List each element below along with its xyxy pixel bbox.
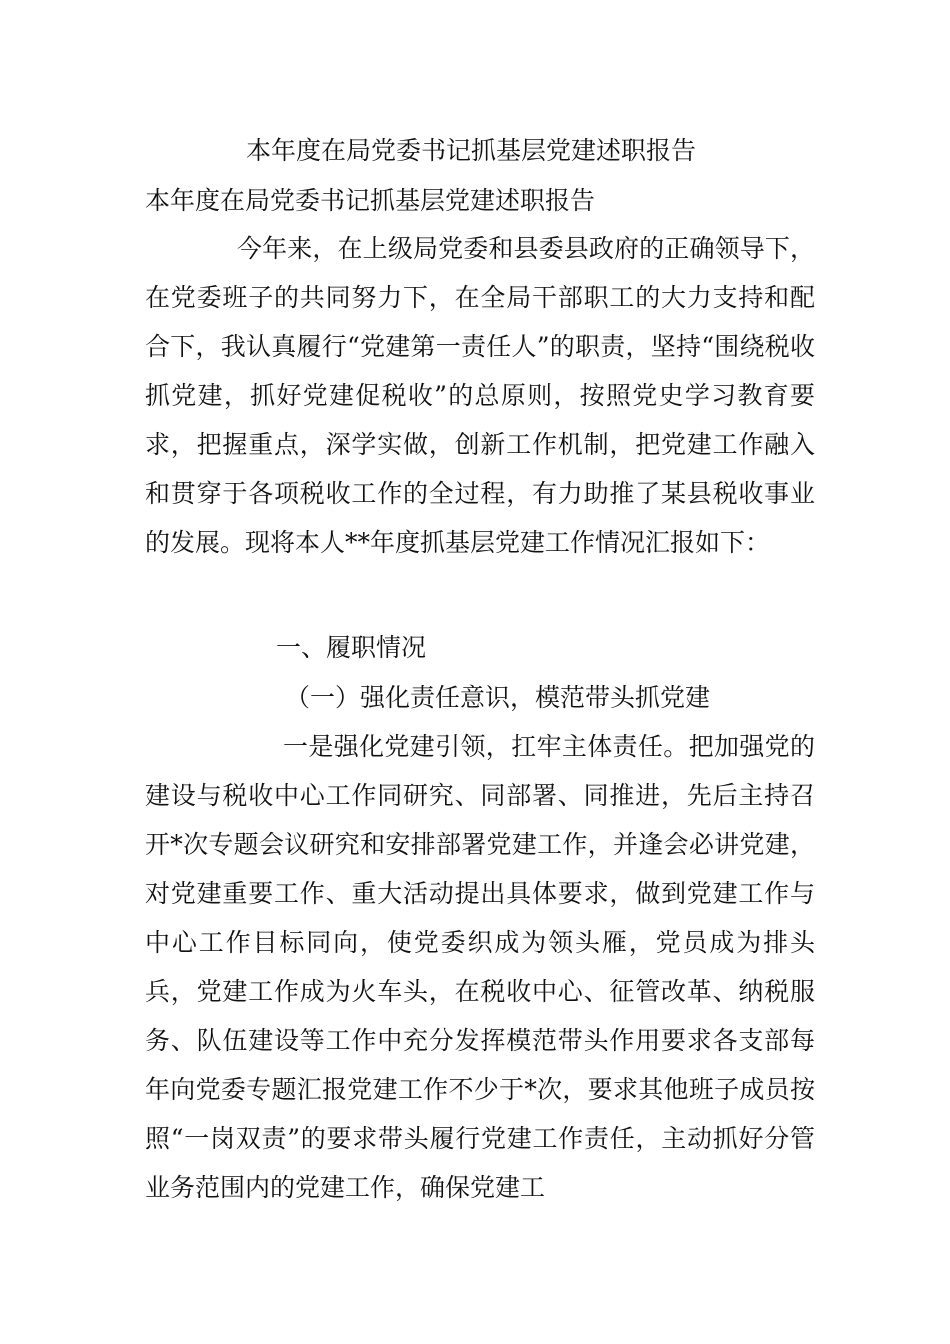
document-title: 本年度在局党委书记抓基层党建述职报告 — [246, 136, 697, 165]
subsection-heading: （一）强化责任意识，模范带头抓党建 — [285, 683, 711, 712]
document-subtitle: 本年度在局党委书记抓基层党建述职报告 — [145, 186, 596, 215]
intro-paragraph: 今年来，在上级局党委和县委县政府的正确领导下，在党委班子的共同努力下，在全局干部职工的大力支持和配合下，我认真履行“党建第一责任人”的职责，坚持“围绕税收抓党建，抓好党建促税收”的总原则，按照党史学习教育要求，把握重点，深学实做，创新工作机制，把党建工作融入和贯穿于各项税收工作的全过程，有力助推了某县税收事业的发展。现将本人**年度抓基层党建工作情况汇报如下： — [145, 234, 815, 557]
section-heading: 一、履职情况 — [276, 633, 427, 662]
body-paragraph: 一是强化党建引领，扛牢主体责任。把加强党的建设与税收中心工作同研究、同部署、同推进，先后主持召开*次专题会议研究和安排部署党建工作，并逢会必讲党建，对党建重要工作、重大活动提出具体要求，做到党建工作与中心工作目标同向，使党委织成为领头雁，党员成为排头兵，党建工作成为火车头，在税收中心、征管改革、纳税服务、队伍建设等工作中充分发挥模范带头作用要求各支部每年向党委专题汇报党建工作不少于*次，要求其他班子成员按照“一岗双责”的要求带头履行党建工作责任，主动抓好分管业务范围内的党建工作，确保党建工 — [145, 732, 815, 1202]
